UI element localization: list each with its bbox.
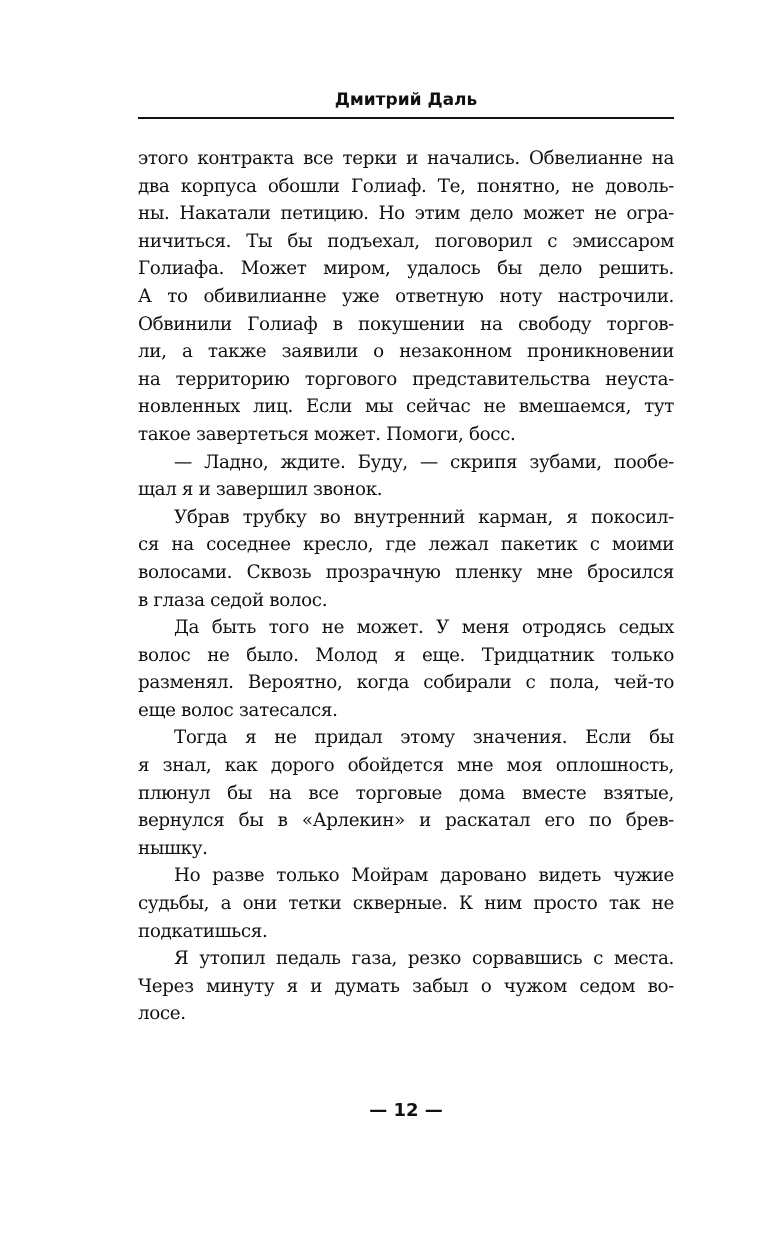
paragraph — [138, 145, 674, 449]
text-line: два корпуса обошли Голиаф. Те, понятно, не доволь- — [138, 175, 674, 197]
text-line: Через минуту я и думать забыл о чужом седом во- — [138, 975, 674, 997]
text-line: я знал, как дорого обойдется мне моя оплошность, — [138, 755, 674, 777]
text-line: Да быть того не может. У меня отродясь седых — [174, 617, 674, 639]
text-line: Убрав трубку во внутренний карман, я покосил- — [174, 506, 674, 528]
text-line: в глаза седой волос. — [138, 589, 328, 611]
text-line: Обвинили Голиаф в покушении на свободу торгов- — [138, 313, 674, 335]
text-line: Но разве только Мойрам даровано видеть чужие — [174, 865, 674, 887]
text-line: ны. Накатали петицию. Но этим дело может не огра- — [138, 203, 674, 225]
page-number: — 12 — — [369, 1100, 443, 1121]
text-line: ничиться. Ты бы подъехал, поговорил с эмиссаром — [138, 230, 674, 252]
text-line: вернулся бы в «Арлекин» и раскатал его по брев- — [138, 810, 674, 832]
text-line: еще волос затесался. — [138, 699, 338, 721]
text-line: разменял. Вероятно, когда собирали с пола, чей-то — [138, 672, 674, 694]
paragraph — [138, 945, 674, 1028]
paragraph — [138, 862, 674, 945]
text-line: подкатишься. — [138, 920, 268, 942]
text-line: А то обивилианне уже ответную ноту настрочили. — [138, 285, 674, 307]
paragraph — [138, 724, 674, 862]
text-line: новленных лиц. Если мы сейчас не вмешаемся, тут — [138, 396, 674, 418]
paragraph — [138, 504, 674, 614]
text-line: — Ладно, ждите. Буду, — скрипя зубами, пообе- — [174, 451, 674, 473]
text-line: на территорию торгового представительства неуста- — [138, 368, 674, 390]
text-line: лосе. — [138, 1003, 186, 1025]
text-line: ли, а также заявили о незаконном проникновении — [138, 341, 674, 363]
page-text — [138, 145, 674, 1028]
paragraph — [138, 614, 674, 724]
text-line: ся на соседнее кресло, где лежал пакетик с моими — [138, 534, 674, 556]
text-line: волос не было. Молод я еще. Тридцатник только — [138, 644, 674, 666]
text-line: Я утопил педаль газа, резко сорвавшись с места. — [174, 948, 674, 970]
text-line: щал я и завершил звонок. — [138, 479, 383, 501]
text-line: этого контракта все терки и начались. Обвелианне на — [138, 148, 674, 169]
paragraph — [138, 449, 674, 504]
text-line: плюнул бы на все торговые дома вместе взятые, — [138, 782, 674, 804]
text-line: такое завертеться может. Помоги, босс. — [138, 423, 516, 445]
text-line: нышку. — [138, 837, 208, 859]
text-line: волосами. Сквозь прозрачную пленку мне бросился — [138, 561, 674, 583]
text-line: Голиафа. Может миром, удалось бы дело решить. — [138, 258, 674, 280]
text-line: Тогда я не придал этому значения. Если бы — [174, 727, 674, 749]
running-header-author: Дмитрий Даль — [334, 90, 478, 110]
text-line: судьбы, а они тетки скверные. К ним просто так не — [138, 893, 674, 915]
header-rule — [138, 117, 674, 119]
